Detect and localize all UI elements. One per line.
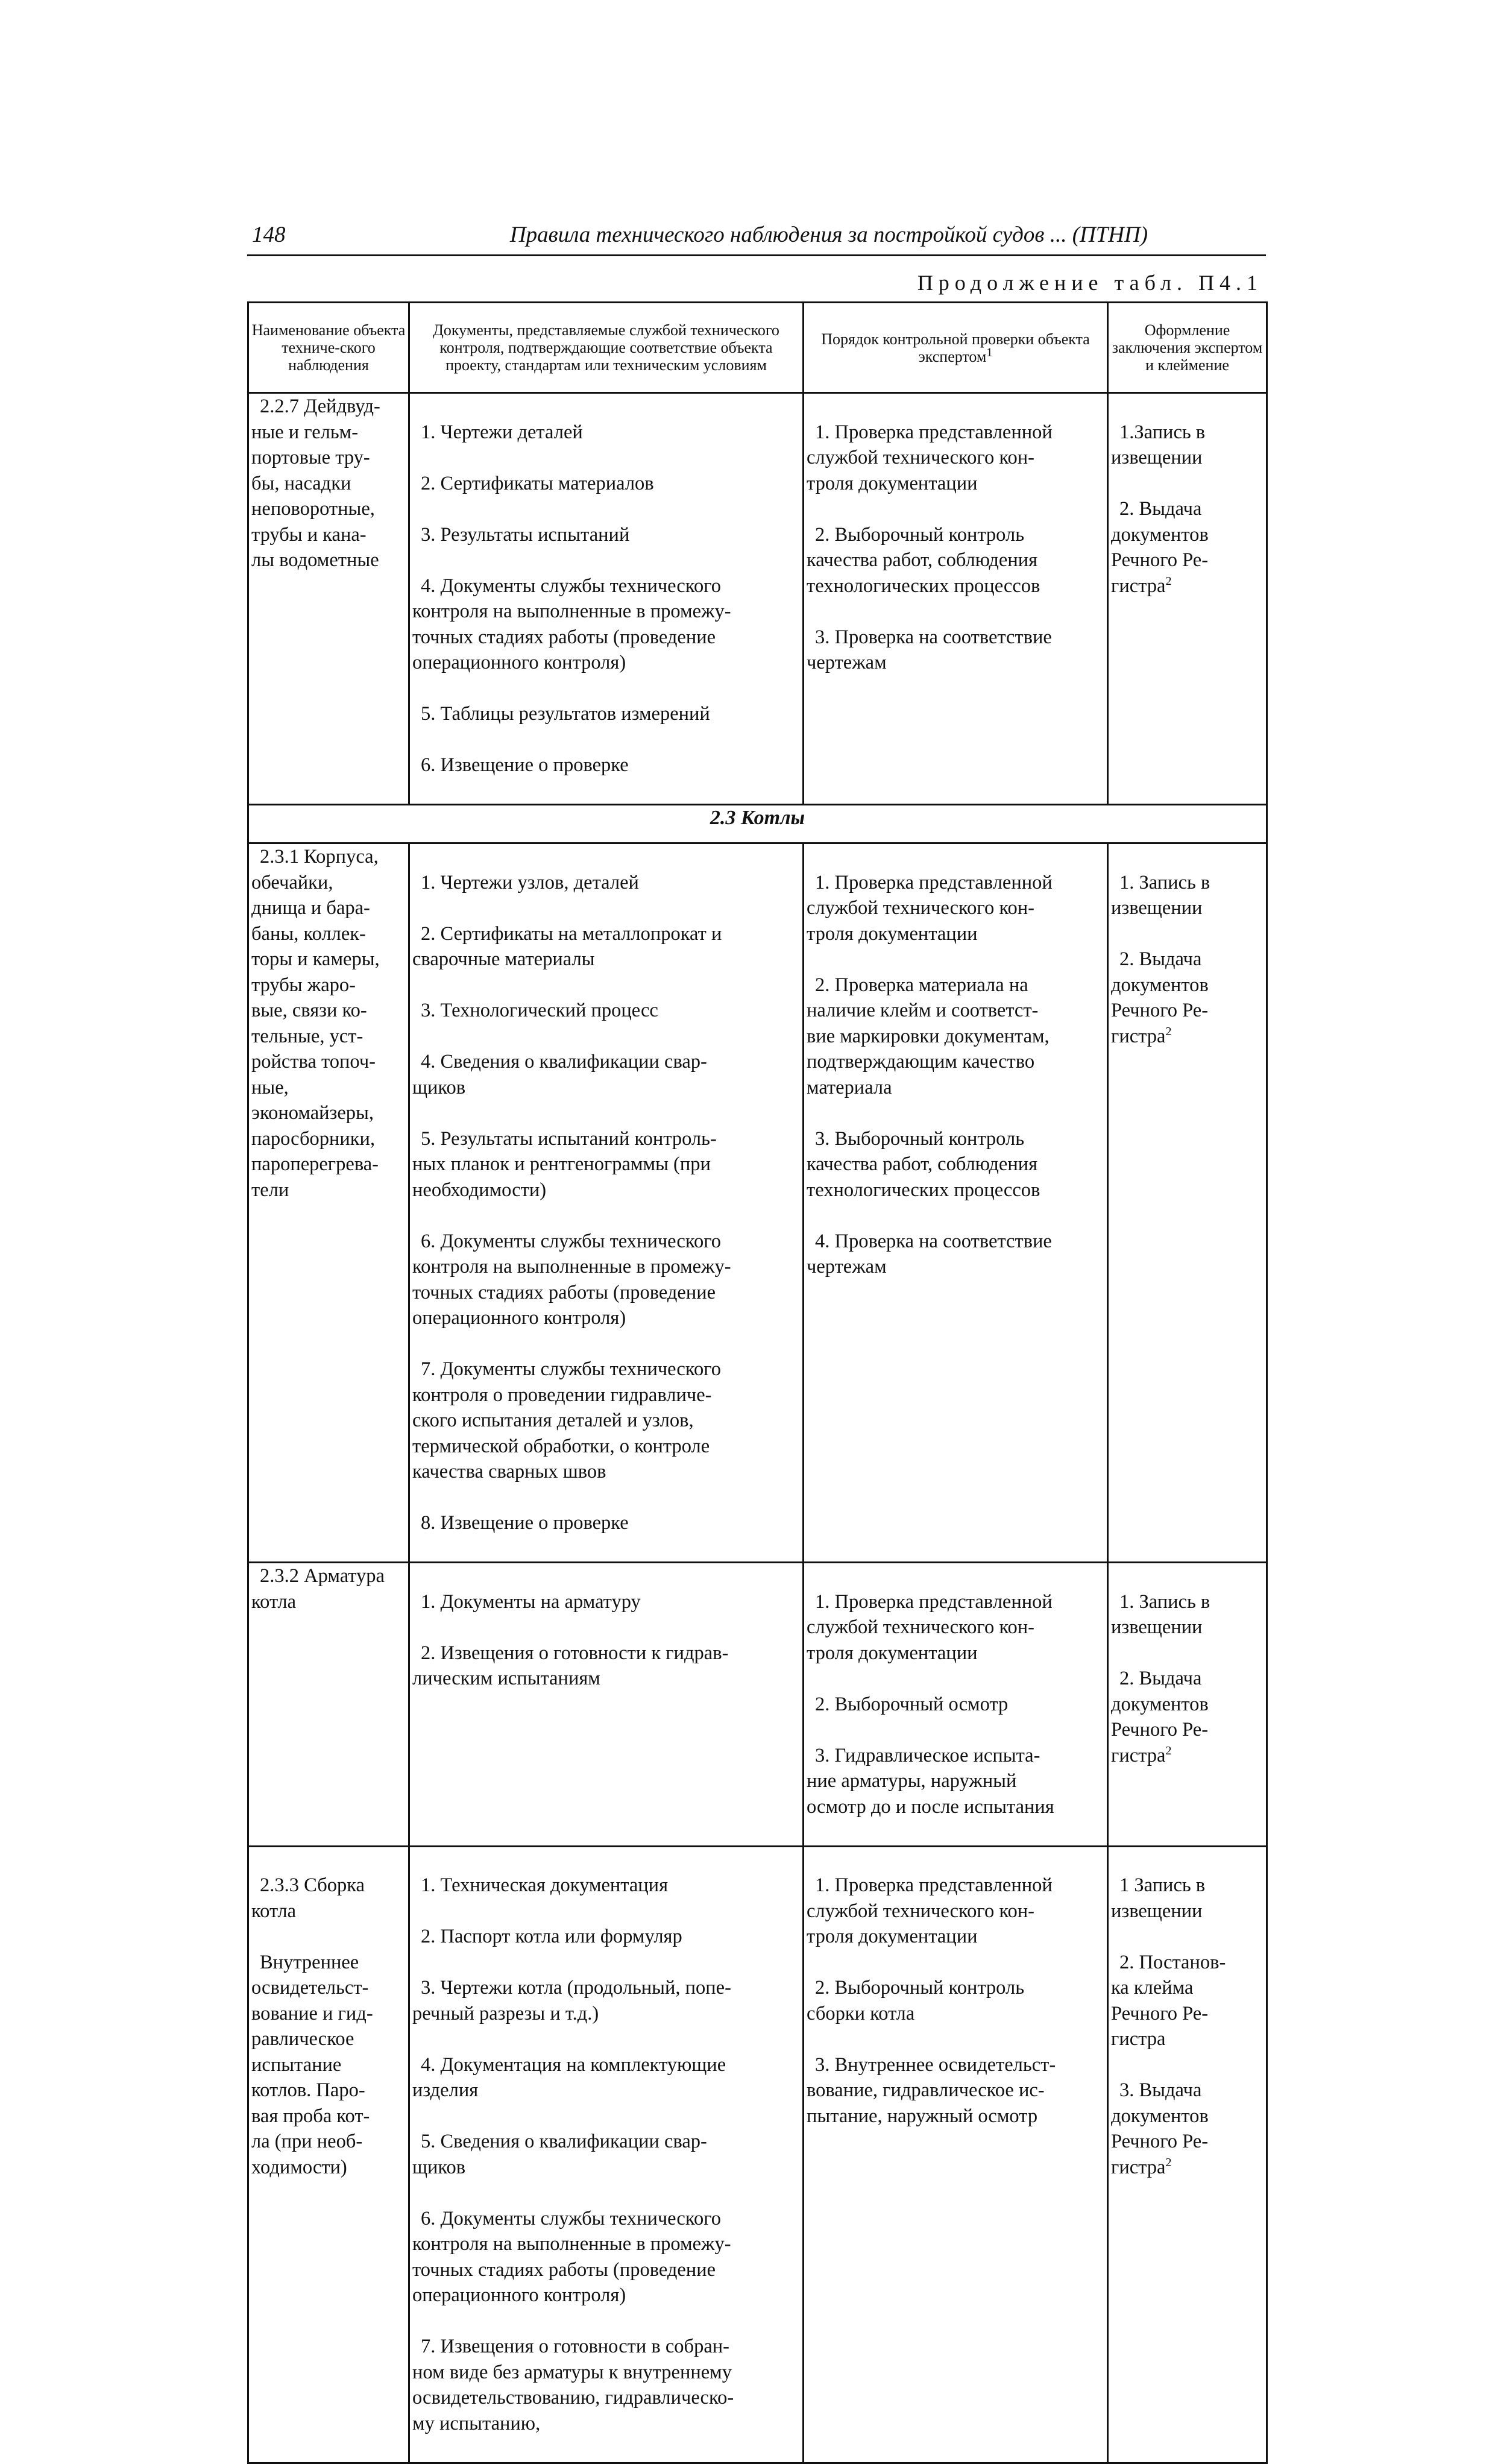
- list-item: 2. Выборочный контроль качества работ, соблюдения технологических процессов: [807, 523, 1040, 597]
- table-continuation-label: Продолжение табл. П4.1: [917, 271, 1263, 295]
- list-item: 3. Чертежи котла (продольный, попе- речный разрезы и т.д.): [412, 1977, 731, 2024]
- object-title: 2.3.3 Сборка котла: [251, 1874, 365, 1922]
- table-row: [248, 1846, 1267, 2463]
- procedure-cell: [804, 1846, 1108, 2463]
- documents-cell: [409, 1846, 804, 2463]
- list-item: 3. Внутреннее освидетельст- вование, гидравлическое ис- пытание, наружный осмотр: [807, 2053, 1056, 2127]
- procedure-cell: [804, 393, 1108, 805]
- list-item: 2. Извещения о готовности к гидрав- лическим испытаниям: [412, 1642, 729, 1689]
- list-item: 5. Таблицы результатов измерений: [421, 703, 710, 725]
- list-item: 5. Результаты испытаний контроль- ных планок и рентгенограммы (при необходимости): [412, 1127, 717, 1201]
- procedure-cell: [804, 843, 1108, 1563]
- list-item: 4. Проверка на соответствие чертежам: [807, 1230, 1052, 1278]
- conclusion-cell: [1108, 393, 1267, 805]
- list-item: 2. Сертификаты материалов: [421, 472, 654, 494]
- header-object: Наименование объекта техниче-ского наблюдения: [248, 303, 409, 393]
- object-description: Внутреннее освидетельст- вование и гид- равлическое испытание котлов. Паро- вая проба кот- ла (при необ- ходимости): [251, 1951, 373, 2178]
- list-item: 1. Проверка представленной службой технического кон- троля документации: [807, 1590, 1053, 1664]
- conclusion-cell: [1108, 1846, 1267, 2463]
- list-item: 2. Выборочный контроль сборки котла: [807, 1977, 1025, 2024]
- list-item: 6. Документы службы технического контроля на выполненные в промежу- точных стадиях работы (проведение операционного контроля): [412, 2207, 731, 2306]
- list-item: 1. Проверка представленной службой технического кон- троля документации: [807, 421, 1053, 494]
- table-header-row: [248, 303, 1267, 393]
- documents-cell: [409, 843, 804, 1563]
- list-item: 1. Техническая документация: [421, 1874, 669, 1896]
- list-item: 7. Документы службы технического контроля о проведении гидравличе- ского испытания деталей и узлов, термической обработки, о контроле качества сварных швов: [412, 1358, 722, 1482]
- running-title: Правила технического наблюдения за постройкой судов ... (ПТНП): [509, 222, 1148, 247]
- list-item: 3. Технологический процесс: [421, 1000, 658, 1021]
- table-row: [248, 1563, 1267, 1847]
- list-item: 3. Результаты испытаний: [421, 523, 630, 546]
- conclusion-cell: [1108, 1563, 1267, 1847]
- list-item: 8. Извещение о проверке: [421, 1512, 629, 1534]
- list-item: 2. Проверка материала на наличие клейм и соответст- вие маркировки документам, подтверждающим качество материала: [807, 974, 1050, 1098]
- page-number: 148: [252, 222, 286, 247]
- list-item: 7. Извещения о готовности в собран- ном виде без арматуры к внутреннему освидетельствованию, гидравлическо- му испытанию,: [412, 2336, 734, 2434]
- footnote-2: 2: [1165, 2155, 1172, 2169]
- list-item: 1.Запись в извещении: [1111, 421, 1206, 468]
- running-header: [247, 221, 1266, 256]
- list-item: 4. Документация на комплектующие изделия: [412, 2053, 726, 2101]
- list-item: 1. Запись в извещении: [1111, 871, 1210, 919]
- conclusion-cell: [1108, 843, 1267, 1563]
- list-item: 2. Постанов- ка клейма Речного Ре- гистра: [1111, 1951, 1226, 2050]
- inspection-table: [247, 301, 1268, 2464]
- list-item: 1 Запись в извещении: [1111, 1874, 1206, 1922]
- documents-cell: [409, 393, 804, 805]
- list-item: 1. Чертежи узлов, деталей: [421, 871, 639, 893]
- list-item: 2. Сертификаты на металлопрокат и сварочные материалы: [412, 922, 722, 970]
- list-item: 3. Гидравлическое испыта- ние арматуры, наружный осмотр до и после испытания: [807, 1744, 1054, 1818]
- list-item: 2. Выборочный осмотр: [815, 1693, 1009, 1715]
- list-item: 1. Проверка представленной службой технического кон- троля документации: [807, 871, 1053, 945]
- list-item: 1. Чертежи деталей: [421, 421, 583, 443]
- footnote-2: 2: [1165, 1744, 1172, 1757]
- footnote-2: 2: [1165, 1024, 1172, 1038]
- section-row: [248, 805, 1267, 843]
- list-item: 4. Документы службы технического контроля на выполненные в промежу- точных стадиях работы (проведение операционного контроля): [412, 575, 731, 673]
- list-item: 1. Запись в извещении: [1111, 1590, 1210, 1638]
- list-item: 6. Извещение о проверке: [421, 754, 629, 776]
- list-item: 3. Выдача документов Речного Ре- гистра$^2$: [1111, 2079, 1209, 2178]
- object-cell: 2.3.2 Арматура котла: [248, 1563, 409, 1847]
- list-item: 5. Сведения о квалификации свар- щиков: [412, 2131, 707, 2178]
- list-item: 2. Выдача документов Речного Ре- гистра$^2$: [1111, 498, 1209, 597]
- documents-cell: [409, 1563, 804, 1847]
- object-cell: [248, 1846, 409, 2463]
- header-procedure: Порядок контрольной проверки объекта экспертом$^1$: [804, 303, 1108, 393]
- table-row: [248, 843, 1267, 1563]
- list-item: 3. Проверка на соответствие чертежам: [807, 626, 1052, 673]
- list-item: 4. Сведения о квалификации свар- щиков: [412, 1051, 707, 1098]
- list-item: 1. Проверка представленной службой технического кон- троля документации: [807, 1874, 1053, 1947]
- footnote-1: 1: [986, 345, 993, 359]
- section-title: 2.3 Котлы: [248, 805, 1267, 843]
- footnote-2: 2: [1165, 574, 1172, 588]
- list-item: 2. Паспорт котла или формуляр: [421, 1926, 682, 1947]
- list-item: 3. Выборочный контроль качества работ, соблюдения технологических процессов: [807, 1127, 1040, 1201]
- header-conclusion: Оформление заключения экспертом и клеймение: [1108, 303, 1267, 393]
- header-documents: Документы, представляемые службой технического контроля, подтверждающие соответствие объекта проекту, стандартам или техническим условиям: [409, 303, 804, 393]
- list-item: 6. Документы службы технического контроля на выполненные в промежу- точных стадиях работы (проведение операционного контроля): [412, 1230, 731, 1329]
- procedure-cell: [804, 1563, 1108, 1847]
- list-item: 1. Документы на арматуру: [421, 1590, 641, 1613]
- object-cell: 2.3.1 Корпуса, обечайки, днища и бара- баны, коллек- торы и камеры, трубы жаро- вые, связи ко- тельные, уст- ройства топоч- ные, экономайзеры, паросборники, пароперегрева- тели: [248, 843, 409, 1563]
- list-item: 2. Выдача документов Речного Ре- гистра$^2$: [1111, 948, 1209, 1047]
- object-cell: 2.2.7 Дейдвуд- ные и гельм- портовые тру- бы, насадки неповоротные, трубы и кана- лы водометные: [248, 393, 409, 805]
- table-row: [248, 393, 1267, 805]
- list-item: 2. Выдача документов Речного Ре- гистра$^2$: [1111, 1668, 1209, 1766]
